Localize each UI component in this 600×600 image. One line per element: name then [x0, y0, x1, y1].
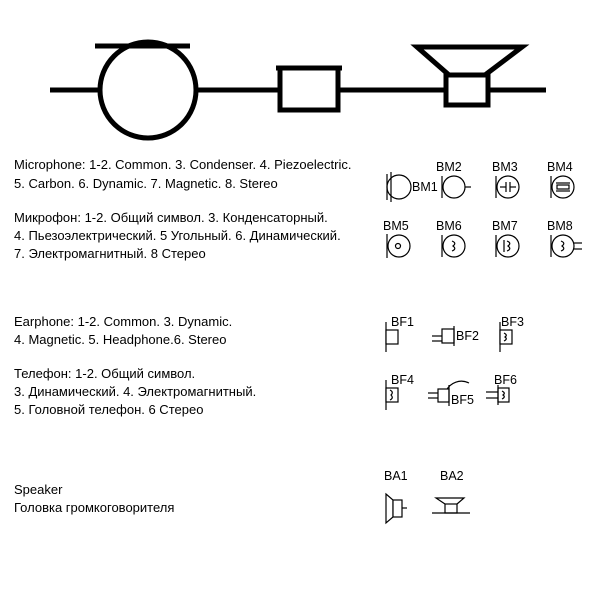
- speaker-caption-en: Speaker: [14, 482, 63, 497]
- header-earphone-symbol: [236, 68, 392, 110]
- earphone-caption-en-1: Earphone: 1-2. Common. 3. Dynamic.: [14, 314, 233, 329]
- microphone-symbol-bm3: [492, 160, 519, 198]
- label-bm8: BM8: [547, 219, 573, 233]
- microphone-caption-en-2: 5. Carbon. 6. Dynamic. 7. Magnetic. 8. Stereo: [14, 176, 278, 191]
- label-bf3: BF3: [501, 315, 524, 329]
- label-bm7: BM7: [492, 219, 518, 233]
- header-microphone-symbol: [50, 42, 236, 138]
- label-bm3: BM3: [492, 160, 518, 174]
- header-speaker-symbol: [392, 47, 546, 105]
- label-bf5: BF5: [451, 393, 474, 407]
- label-bm4: BM4: [547, 160, 573, 174]
- microphone-symbol-bm6: [436, 219, 465, 257]
- label-bf4: BF4: [391, 373, 414, 387]
- label-ba2: BA2: [440, 469, 464, 483]
- speaker-caption-ru: Головка громкоговорителя: [14, 500, 175, 515]
- microphone-caption-ru-3: 7. Электромагнитный. 8 Стерео: [14, 246, 206, 261]
- microphone-caption-ru-2: 4. Пьезоэлектрический. 5 Угольный. 6. Динамический.: [14, 228, 341, 243]
- speaker-symbol-ba2: [432, 469, 470, 513]
- label-bm6: BM6: [436, 219, 462, 233]
- earphone-symbol-bf1: [386, 315, 414, 352]
- earphone-symbol-bf4: [386, 373, 414, 410]
- microphone-symbol-bm1: [387, 172, 438, 202]
- earphone-caption-ru-3: 5. Головной телефон. 6 Стерео: [14, 402, 204, 417]
- earphone-symbol-bf2: [432, 326, 479, 346]
- label-ba1: BA1: [384, 469, 408, 483]
- microphone-caption-en-1: Microphone: 1-2. Common. 3. Condenser. 4. Piezoelectric.: [14, 157, 352, 172]
- earphone-symbol-bf6: [486, 373, 517, 405]
- earphone-caption-en-2: 4. Magnetic. 5. Headphone.6. Stereo: [14, 332, 227, 347]
- label-bm1: BM1: [412, 180, 438, 194]
- label-bm5: BM5: [383, 219, 409, 233]
- speaker-symbol-ba1: [384, 469, 408, 523]
- microphone-symbol-bm4: [547, 160, 574, 198]
- label-bf1: BF1: [391, 315, 414, 329]
- earphone-symbol-bf3: [500, 315, 524, 352]
- microphone-symbol-bm2: [436, 160, 471, 198]
- label-bm2: BM2: [436, 160, 462, 174]
- microphone-symbol-bm8: [547, 219, 582, 257]
- earphone-caption-ru-2: 3. Динамический. 4. Электромагнитный.: [14, 384, 257, 399]
- earphone-symbol-bf5: [428, 381, 474, 407]
- earphone-caption-ru-1: Телефон: 1-2. Общий символ.: [14, 366, 196, 381]
- microphone-caption-ru-1: Микрофон: 1-2. Общий символ. 3. Конденсаторный.: [14, 210, 328, 225]
- label-bf6: BF6: [494, 373, 517, 387]
- label-bf2: BF2: [456, 329, 479, 343]
- microphone-symbol-bm5: [383, 219, 410, 258]
- microphone-symbol-bm7: [492, 219, 519, 257]
